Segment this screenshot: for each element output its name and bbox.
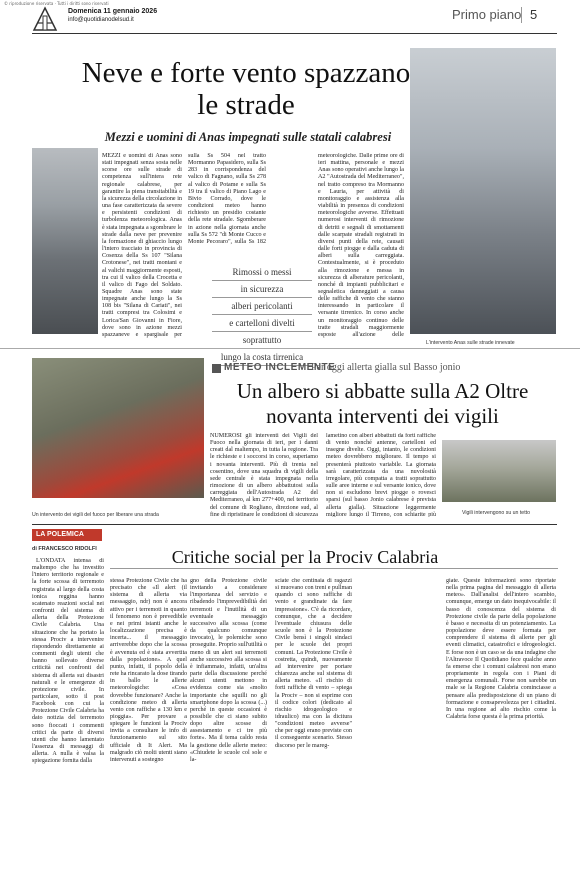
article1-headline: Neve e forte vento spazzano le strade [81, 57, 411, 121]
article2-label: METEO INCLEMENTE [224, 362, 336, 373]
pull-quote-line: soprattutto [212, 332, 312, 349]
section-divider [0, 348, 580, 349]
copyright-notice: © riproduzione riservata · Tutti i diritti sono riservati [4, 1, 109, 6]
article3-column-5: giate. Queste informazioni sono riportate nella prima pagina del messaggio di allerta meteo». Dall'analisi dell'intero scambio, comunque, emerge un dato inequivocabile: il basso di conoscenza del sistema di Protezione civile da parte della popolazione è basso e necessita di un potenziamento. La popolazione deve essere formata per comprendere il sistema di allerte per gli eventi climatici, catastrofici e idrogeologici. E forse non è un caso se da una indagine che l'Altravoce Il Quotidiano fece qualche anno fa emerse che i comuni calabresi non erano propriamente in regola con i Piani di emergenza comunali. Forse non sarebbe un male se la Regione Calabria cominciasse a pensare alla predisposizione di un piano di formazione e consapevolezza per i cittadini. In una regione ad alto rischio come la Calabria forse questa è la prima priorità. [446, 578, 556, 720]
photo-fire-truck [32, 358, 204, 498]
article2-column-1: NUMEROSI gli interventi dei Vigili del Fuoco nella giornata di ieri, per i danni creati dal maltempo, in tutta la regione. Tra le richieste e i soccorsi in corso, superiamo i novanta interventi. Più di trenta nel cosentino, dove una squadra di vigili della sede centrale è stata impegnata nella rimozione di un albero abbattutosi sulla carreggiata dell'Autostrada A2 del Mediterraneo, al km 277+400, nel territorio del comune di Rogliano, direzione sud, al fine di ripristinare le condizioni di sicurezza [210, 433, 318, 517]
article3-tag: LA POLEMICA [32, 529, 102, 541]
article1-subhead: Mezzi e uomini di Anas impegnati sulle statali calabresi [104, 130, 392, 144]
article3-column-2: stessa Protezione Civile che ha precisato che «Il alert (il sistema di allerta via messaggio, ndr) non è ancora attivo per i terremoti in quanto il fenomeno non è prevedibile e nei primi istanti anche le localizzazione precisa è incerta... il messaggio arriverebbe dopo che la scossa è avvenuta ed è stata avvertita dalla popolazione». A quel punto, infatti, il popolo della rete ha rincarato la dose tirando in ballo le allerte meteorologiche: «Cosa dovrebbe funzionare? Anche la condizione meteo di allerta vento con raffiche a 130 km e pioggia». Per provare a spiegare le funzioni la Prociv invita a consultare le info di funzionamento sul sito ufficiale di It Alert. Ma malgrado ciò molti utenti siano intervenuti a sostegno [110, 578, 187, 763]
header-divider [521, 7, 522, 23]
article3-headline: Critiche social per la Prociv Calabria [171, 547, 439, 567]
contact-email[interactable]: info@quotidianodelsud.it [68, 17, 134, 23]
article2-sub-label: Per oggi allerta gialla sul Basso jonio [311, 362, 461, 373]
issue-date: Domenica 11 gennaio 2026 [68, 8, 158, 15]
pull-quote-line: e cartelloni divelti [212, 315, 312, 332]
pull-quote-line: lungo la costa tirrenica [212, 349, 312, 366]
pull-quote [212, 264, 312, 366]
mid-rule [32, 524, 557, 525]
pull-quote-line: alberi pericolanti [212, 298, 312, 315]
article2-column-2: lametino con alberi abbattuti da forti raffiche di vento nonché antenne, cartelloni ed insegne divelte. Oggi, intanto, le condizioni meteo dovrebbero migliorare. Il tempo si presenterà piuttosto variabile. La giornata sarà caratterizzata da una nuvolosità irregolare, più compatta a tratti soprattutto sulle aree interne e sul versante ionico, dove non si escludono brevi piogge o rovesci sparsi (sul basso Jonio calabrese è prevista allerta gialla). Situazione leggermente migliore lungo il Tirreno, con schiarite più [326, 433, 436, 517]
photo-caption-roof: Vigili intervengono su un tetto [462, 510, 530, 516]
section-title: Primo piano [452, 7, 522, 22]
photo-snowy-road [32, 148, 98, 334]
article3-column-1: L'ONDATA intensa di maltempo che ha investito l'intero territorio regionale e la forte scossa di terremoto registrata al largo della costa ionica reggina hanno scatenato reazioni social nei confronti del sistema di allerta della Protezione Civile Calabria. Una situazione che ha portato la stessa Prociv a intervenire rispondendo direttamente ai commenti degli utenti che hanno sollevato diverse criticità nei confronti del sistema di allerta sui disastri naturali e le emergenze di protezione civile. In particolare, sotto il post Facebook con cui la Protezione Civile Calabria ha dato notizia del terremoto sono fioccati i commenti critici da parte di diversi utenti che hanno lamentato l'assenza di messaggi di allerta. A nulla è valsa la spiegazione fornita dalla [32, 558, 104, 765]
photo-roof-intervention [442, 440, 556, 502]
article1-column-3: meteorologiche. Dalle prime ore di ieri mattina, personale e mezzi Anas sono operativi anche lungo la A2 "Autostrada del Mediterraneo", nel tratto compreso tra Mormanno e Lauria, per attività di monitoraggio e assistenza alla viabilità in presenza di condizioni meteorologiche avverse. Effettuati numerosi interventi di rimozione di detriti e segnali di smottamenti dalle scarpate stradali registrati in diversi punti della rete, causati dalle forti piogge e dalla caduta di alberi sulla carreggiata. Contestualmente, si è proceduto alla rimozione e messa in sicurezza di alberature pericolanti, nonché di impianti pubblicitari e segnaletica danneggiati a causa delle raffiche di vento che stanno interessando in particolare il versante tirrenico. In corso anche un monitoraggio continuo delle tratte stradali maggiormente esposte all'azione delle [318, 153, 404, 338]
article1-column-2: sulla Ss 504 nel tratto Mormanno Papasidero, sulla Ss 283 in corrispondenza del valico di Fagnano, sulla Ss 278 al valico di Potame e sulla Ss 19 tra il valico di Piano Lago e Bivio Corrado, dove le condizioni meteo hanno richiesto un presidio costante della rete stradale. Sgomberare in azione nella giornata anche sulla Ss 572 "di Monte Cucco e Monte Pecoraro", sulla Ss 182 [188, 153, 266, 245]
article3-column-4: sciate che centinaia di ragazzi si muovano con treni e pullman quando ci sono raffiche di vento e grandinate da fare impressione». C'è da ricordare, comunque, che a decidere l'eventuale chiusura delle scuole non è la Protezione Civile bensì i singoli sindaci per le scuole dei propri comuni. La Protezione Civile è costretta, quindi, nuovamente ad intervenire per portare chiarezza anche sul sistema di allerta meteo. «Il rischio di forti raffiche di vento – spiega la Prociv – non si esprime con il codice colori (dedicato al rischio idrogeologico e idraulico) ma con la dicitura "condizioni meteo avverse" che per oggi erano previste con il conseguente scenario. Stesso discorso per le mareg- [275, 578, 352, 749]
article3-byline: di FRANCESCO RIDOLFI [32, 546, 97, 552]
newspaper-logo [32, 6, 58, 32]
photo-caption-fire-truck: Un intervento dei vigili del fuoco per liberare una strada [32, 512, 159, 518]
article1-column-1: MEZZI e uomini di Anas sono stati impegnati senza sosta nelle scorse ore sulle strade di competenza sull'intera rete regionale calabrese, per garantire la piena transitabilità e la sicurezza della circolazione in una fase caratterizzata da severe e persistenti condizioni di turbolenza meteorologica. Anas è stata impegnata a sgombrare le strade dalla neve per prevenire la formazione di ghiaccio lungo l'intero tracciato in provincia di Cosenza della Ss 107 "Silana Crotonese", nei tratti montani e al valichi maggiormente esposti, tra cui il valico della Crocetta e il valico di Fago del Soldato. Squadre Anas sono state impegnate anche lungo la Ss 108 bis "Silana di Cariati", nei tratti compresi tra Colosimi e Lorica/San Giovanni in Fiore, dove sono in azione mezzi spazzaneve e spargisale per [102, 153, 182, 338]
pull-quote-line: in sicurezza [212, 281, 312, 298]
photo-caption-anas: L'intervento Anas sulle strade innevate [426, 340, 515, 346]
pull-quote-line: Rimossi o messi [212, 264, 312, 281]
label-square-marker [212, 364, 221, 373]
article2-headline: Un albero si abbatte sulla A2 Oltre novanta interventi dei vigili [236, 379, 529, 428]
article3-column-3: gno della Protezione civile invitando a considerare l'importanza del servizio e ribadendo l'imprevedibilità dei terremoti e l'inutilità di un eventuale messaggio successivo alla scossa (come da qualcuno comunque invocato), le polemiche sono proseguite. Proprio sull'utilità o meno di un alert sui terremoti anche successivo alla scossa si è infiammato, infatti, un'altra parte della discussione perché alcuni utenti mettono in evidenza come sia «molto importante che squilli no gli smartphone dopo la scossa (...) perché in queste occasioni è possibile che ci siano subito dopo altre scosse di assestamento e ci tre più forte». Ma il tema caldo resta la gestione delle allerte meteo: «Chiudete le scuole col sole e la- [190, 578, 267, 763]
top-rule [32, 33, 557, 34]
headline-rule [110, 568, 558, 569]
photo-anas-intervention [410, 48, 556, 334]
page-number: 5 [530, 7, 538, 22]
